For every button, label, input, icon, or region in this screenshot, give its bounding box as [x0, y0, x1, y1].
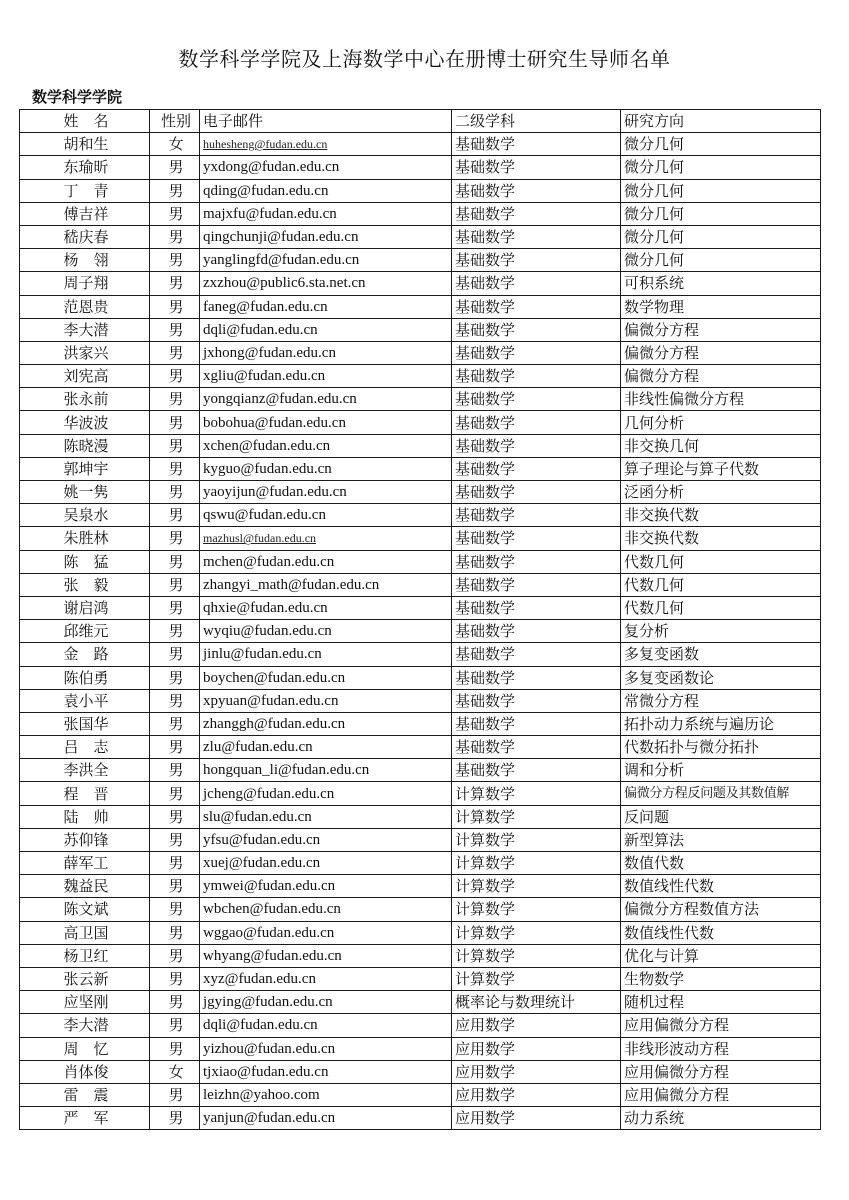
table-row	[20, 249, 821, 272]
cell-email: dqli@fudan.edu.cn	[200, 1014, 452, 1037]
cell-email: yizhou@fudan.edu.cn	[200, 1037, 452, 1060]
cell-subject: 应用数学	[452, 1107, 621, 1130]
table-row	[20, 1060, 821, 1083]
cell-direction: 非交换几何	[621, 434, 821, 457]
cell-name: 杨 翎	[20, 249, 150, 272]
table-row	[20, 573, 821, 596]
header-email: 电子邮件	[200, 110, 452, 133]
cell-direction: 常微分方程	[621, 689, 821, 712]
advisor-table	[19, 109, 821, 1130]
cell-direction: 随机过程	[621, 991, 821, 1014]
cell-subject: 计算数学	[452, 898, 621, 921]
cell-gender: 男	[150, 782, 200, 805]
cell-name: 陈 猛	[20, 550, 150, 573]
cell-subject: 基础数学	[452, 712, 621, 735]
cell-subject: 基础数学	[452, 666, 621, 689]
cell-email: jxhong@fudan.edu.cn	[200, 341, 452, 364]
cell-direction: 数值线性代数	[621, 875, 821, 898]
cell-subject: 基础数学	[452, 481, 621, 504]
cell-gender: 男	[150, 481, 200, 504]
cell-direction: 代数几何	[621, 573, 821, 596]
cell-name: 傅吉祥	[20, 202, 150, 225]
cell-email[interactable]: huhesheng@fudan.edu.cn	[200, 133, 452, 156]
cell-gender: 男	[150, 272, 200, 295]
cell-email: jcheng@fudan.edu.cn	[200, 782, 452, 805]
cell-subject: 计算数学	[452, 967, 621, 990]
cell-email: yxdong@fudan.edu.cn	[200, 156, 452, 179]
cell-gender: 男	[150, 388, 200, 411]
table-body	[20, 133, 821, 1130]
cell-subject: 基础数学	[452, 643, 621, 666]
cell-gender: 男	[150, 1037, 200, 1060]
cell-direction: 非交换代数	[621, 527, 821, 550]
cell-direction: 应用偏微分方程	[621, 1083, 821, 1106]
table-row	[20, 388, 821, 411]
cell-name: 陆 帅	[20, 805, 150, 828]
cell-name: 张云新	[20, 967, 150, 990]
cell-direction: 新型算法	[621, 828, 821, 851]
cell-direction: 代数几何	[621, 550, 821, 573]
cell-direction: 几何分析	[621, 411, 821, 434]
cell-subject: 基础数学	[452, 759, 621, 782]
cell-direction: 代数拓扑与微分拓扑	[621, 736, 821, 759]
cell-gender: 男	[150, 921, 200, 944]
cell-subject: 计算数学	[452, 805, 621, 828]
table-row	[20, 596, 821, 619]
cell-gender: 男	[150, 156, 200, 179]
cell-gender: 男	[150, 457, 200, 480]
cell-subject: 基础数学	[452, 573, 621, 596]
cell-name: 东瑜昕	[20, 156, 150, 179]
cell-name: 严 军	[20, 1107, 150, 1130]
table-row	[20, 341, 821, 364]
cell-name: 丁 青	[20, 179, 150, 202]
table-row	[20, 852, 821, 875]
table-row	[20, 481, 821, 504]
cell-direction: 偏微分方程	[621, 318, 821, 341]
header-direction: 研究方向	[621, 110, 821, 133]
cell-gender: 男	[150, 643, 200, 666]
cell-gender: 男	[150, 898, 200, 921]
table-row	[20, 875, 821, 898]
table-header-row	[20, 110, 821, 133]
document-title: 数学科学学院及上海数学中心在册博士研究生导师名单	[178, 47, 671, 71]
cell-name: 吕 志	[20, 736, 150, 759]
cell-subject: 应用数学	[452, 1060, 621, 1083]
cell-name: 郭坤宇	[20, 457, 150, 480]
cell-gender: 男	[150, 759, 200, 782]
cell-direction: 微分几何	[621, 156, 821, 179]
cell-direction: 调和分析	[621, 759, 821, 782]
cell-direction: 应用偏微分方程	[621, 1060, 821, 1083]
cell-name: 魏益民	[20, 875, 150, 898]
cell-subject: 计算数学	[452, 944, 621, 967]
cell-email: yanglingfd@fudan.edu.cn	[200, 249, 452, 272]
table-row	[20, 689, 821, 712]
cell-name: 李大潜	[20, 318, 150, 341]
cell-direction: 代数几何	[621, 596, 821, 619]
cell-name: 陈晓漫	[20, 434, 150, 457]
cell-subject: 基础数学	[452, 457, 621, 480]
table-row	[20, 620, 821, 643]
cell-subject: 基础数学	[452, 596, 621, 619]
cell-subject: 基础数学	[452, 341, 621, 364]
cell-gender: 男	[150, 318, 200, 341]
cell-subject: 计算数学	[452, 852, 621, 875]
cell-email: whyang@fudan.edu.cn	[200, 944, 452, 967]
cell-email: xgliu@fudan.edu.cn	[200, 365, 452, 388]
cell-direction: 数值代数	[621, 852, 821, 875]
cell-name: 华波波	[20, 411, 150, 434]
cell-name: 嵇庆春	[20, 225, 150, 248]
cell-gender: 女	[150, 1060, 200, 1083]
cell-name: 李洪全	[20, 759, 150, 782]
cell-direction: 数学物理	[621, 295, 821, 318]
cell-email: tjxiao@fudan.edu.cn	[200, 1060, 452, 1083]
cell-gender: 男	[150, 504, 200, 527]
cell-email: xpyuan@fudan.edu.cn	[200, 689, 452, 712]
cell-email: slu@fudan.edu.cn	[200, 805, 452, 828]
cell-name: 高卫国	[20, 921, 150, 944]
cell-subject: 应用数学	[452, 1014, 621, 1037]
cell-gender: 男	[150, 596, 200, 619]
cell-direction: 偏微分方程数值方法	[621, 898, 821, 921]
table-row	[20, 179, 821, 202]
cell-gender: 男	[150, 1014, 200, 1037]
cell-gender: 男	[150, 620, 200, 643]
cell-email: faneg@fudan.edu.cn	[200, 295, 452, 318]
cell-direction: 优化与计算	[621, 944, 821, 967]
cell-email: jgying@fudan.edu.cn	[200, 991, 452, 1014]
cell-gender: 男	[150, 434, 200, 457]
cell-subject: 应用数学	[452, 1083, 621, 1106]
cell-gender: 男	[150, 341, 200, 364]
cell-name: 苏仰锋	[20, 828, 150, 851]
cell-email: wggao@fudan.edu.cn	[200, 921, 452, 944]
cell-email: xchen@fudan.edu.cn	[200, 434, 452, 457]
cell-subject: 基础数学	[452, 179, 621, 202]
cell-name: 陈伯勇	[20, 666, 150, 689]
cell-email: kyguo@fudan.edu.cn	[200, 457, 452, 480]
cell-gender: 男	[150, 852, 200, 875]
table-row	[20, 550, 821, 573]
cell-email: qswu@fudan.edu.cn	[200, 504, 452, 527]
cell-gender: 男	[150, 689, 200, 712]
table-row	[20, 944, 821, 967]
cell-gender: 男	[150, 1107, 200, 1130]
table-row	[20, 411, 821, 434]
cell-subject: 基础数学	[452, 318, 621, 341]
cell-direction: 拓扑动力系统与遍历论	[621, 712, 821, 735]
cell-subject: 基础数学	[452, 689, 621, 712]
cell-name: 陈文斌	[20, 898, 150, 921]
cell-email: xuej@fudan.edu.cn	[200, 852, 452, 875]
cell-direction: 微分几何	[621, 202, 821, 225]
cell-subject: 基础数学	[452, 736, 621, 759]
cell-name: 姚一隽	[20, 481, 150, 504]
cell-direction: 偏微分方程反问题及其数值解	[621, 782, 821, 805]
cell-name: 雷 震	[20, 1083, 150, 1106]
cell-name: 周子翔	[20, 272, 150, 295]
cell-email: yongqianz@fudan.edu.cn	[200, 388, 452, 411]
table-row	[20, 202, 821, 225]
cell-subject: 概率论与数理统计	[452, 991, 621, 1014]
cell-gender: 男	[150, 550, 200, 573]
cell-email[interactable]: mazhusl@fudan.edu.cn	[200, 527, 452, 550]
table-row	[20, 295, 821, 318]
cell-email: leizhn@yahoo.com	[200, 1083, 452, 1106]
table-row	[20, 318, 821, 341]
cell-name: 袁小平	[20, 689, 150, 712]
cell-name: 胡和生	[20, 133, 150, 156]
table-row	[20, 991, 821, 1014]
cell-email: zhanggh@fudan.edu.cn	[200, 712, 452, 735]
cell-name: 杨卫红	[20, 944, 150, 967]
cell-direction: 应用偏微分方程	[621, 1014, 821, 1037]
cell-direction: 非交换代数	[621, 504, 821, 527]
cell-name: 吴泉水	[20, 504, 150, 527]
cell-name: 应坚刚	[20, 991, 150, 1014]
cell-direction: 偏微分方程	[621, 365, 821, 388]
cell-gender: 男	[150, 967, 200, 990]
cell-email: qhxie@fudan.edu.cn	[200, 596, 452, 619]
cell-gender: 男	[150, 944, 200, 967]
cell-gender: 男	[150, 249, 200, 272]
cell-direction: 偏微分方程	[621, 341, 821, 364]
table-row	[20, 967, 821, 990]
cell-email: qding@fudan.edu.cn	[200, 179, 452, 202]
cell-subject: 基础数学	[452, 249, 621, 272]
cell-subject: 基础数学	[452, 550, 621, 573]
cell-name: 张永前	[20, 388, 150, 411]
cell-email: mchen@fudan.edu.cn	[200, 550, 452, 573]
cell-name: 张国华	[20, 712, 150, 735]
cell-email: bobohua@fudan.edu.cn	[200, 411, 452, 434]
cell-direction: 动力系统	[621, 1107, 821, 1130]
cell-email: yanjun@fudan.edu.cn	[200, 1107, 452, 1130]
table-row	[20, 736, 821, 759]
table-row	[20, 1014, 821, 1037]
cell-gender: 男	[150, 365, 200, 388]
cell-email: wbchen@fudan.edu.cn	[200, 898, 452, 921]
cell-gender: 男	[150, 527, 200, 550]
cell-name: 谢启鸿	[20, 596, 150, 619]
cell-subject: 计算数学	[452, 828, 621, 851]
cell-direction: 可积系统	[621, 272, 821, 295]
cell-gender: 男	[150, 736, 200, 759]
table-row	[20, 365, 821, 388]
cell-email: ymwei@fudan.edu.cn	[200, 875, 452, 898]
cell-name: 李大潜	[20, 1014, 150, 1037]
cell-direction: 微分几何	[621, 249, 821, 272]
header-subject: 二级学科	[452, 110, 621, 133]
cell-subject: 基础数学	[452, 295, 621, 318]
cell-email: yfsu@fudan.edu.cn	[200, 828, 452, 851]
table-row	[20, 225, 821, 248]
cell-subject: 基础数学	[452, 225, 621, 248]
header-gender: 性别	[150, 110, 200, 133]
table-row	[20, 1083, 821, 1106]
cell-gender: 男	[150, 805, 200, 828]
cell-name: 张 毅	[20, 573, 150, 596]
cell-subject: 计算数学	[452, 875, 621, 898]
cell-subject: 计算数学	[452, 921, 621, 944]
cell-subject: 基础数学	[452, 202, 621, 225]
cell-name: 肖体俊	[20, 1060, 150, 1083]
table-row	[20, 527, 821, 550]
section-heading: 数学科学学院	[32, 88, 123, 106]
cell-gender: 男	[150, 666, 200, 689]
cell-subject: 基础数学	[452, 272, 621, 295]
cell-direction: 数值线性代数	[621, 921, 821, 944]
cell-email: wyqiu@fudan.edu.cn	[200, 620, 452, 643]
cell-gender: 男	[150, 991, 200, 1014]
cell-name: 薛军工	[20, 852, 150, 875]
table-row	[20, 712, 821, 735]
cell-name: 范恩贵	[20, 295, 150, 318]
cell-gender: 男	[150, 875, 200, 898]
cell-direction: 微分几何	[621, 133, 821, 156]
table-row	[20, 666, 821, 689]
table-row	[20, 457, 821, 480]
cell-email: majxfu@fudan.edu.cn	[200, 202, 452, 225]
cell-gender: 男	[150, 573, 200, 596]
table-row	[20, 759, 821, 782]
cell-gender: 男	[150, 225, 200, 248]
cell-subject: 基础数学	[452, 411, 621, 434]
cell-email: zlu@fudan.edu.cn	[200, 736, 452, 759]
table-row	[20, 156, 821, 179]
cell-email: dqli@fudan.edu.cn	[200, 318, 452, 341]
cell-email: xyz@fudan.edu.cn	[200, 967, 452, 990]
table-row	[20, 828, 821, 851]
cell-name: 周 忆	[20, 1037, 150, 1060]
header-name: 姓 名	[20, 110, 150, 133]
cell-subject: 基础数学	[452, 365, 621, 388]
cell-direction: 多复变函数	[621, 643, 821, 666]
table-row	[20, 434, 821, 457]
cell-email: zhangyi_math@fudan.edu.cn	[200, 573, 452, 596]
cell-direction: 泛函分析	[621, 481, 821, 504]
cell-direction: 反问题	[621, 805, 821, 828]
table-row	[20, 504, 821, 527]
cell-email: boychen@fudan.edu.cn	[200, 666, 452, 689]
table-row	[20, 133, 821, 156]
cell-direction: 非线形波动方程	[621, 1037, 821, 1060]
cell-subject: 基础数学	[452, 620, 621, 643]
cell-direction: 算子理论与算子代数	[621, 457, 821, 480]
cell-email: zxzhou@public6.sta.net.cn	[200, 272, 452, 295]
cell-subject: 基础数学	[452, 388, 621, 411]
cell-name: 金 路	[20, 643, 150, 666]
table-row	[20, 898, 821, 921]
table-row	[20, 921, 821, 944]
table-row	[20, 272, 821, 295]
cell-subject: 基础数学	[452, 133, 621, 156]
cell-direction: 微分几何	[621, 179, 821, 202]
cell-name: 程 晋	[20, 782, 150, 805]
cell-direction: 微分几何	[621, 225, 821, 248]
cell-gender: 男	[150, 202, 200, 225]
cell-subject: 计算数学	[452, 782, 621, 805]
cell-direction: 生物数学	[621, 967, 821, 990]
cell-gender: 男	[150, 712, 200, 735]
cell-email: yaoyijun@fudan.edu.cn	[200, 481, 452, 504]
cell-subject: 基础数学	[452, 527, 621, 550]
cell-gender: 男	[150, 828, 200, 851]
cell-direction: 复分析	[621, 620, 821, 643]
cell-subject: 基础数学	[452, 504, 621, 527]
cell-subject: 应用数学	[452, 1037, 621, 1060]
cell-gender: 男	[150, 1083, 200, 1106]
cell-gender: 女	[150, 133, 200, 156]
cell-subject: 基础数学	[452, 156, 621, 179]
table-row	[20, 805, 821, 828]
cell-gender: 男	[150, 411, 200, 434]
table-row	[20, 643, 821, 666]
cell-subject: 基础数学	[452, 434, 621, 457]
cell-direction: 多复变函数论	[621, 666, 821, 689]
cell-name: 朱胜林	[20, 527, 150, 550]
cell-gender: 男	[150, 295, 200, 318]
table-row	[20, 782, 821, 805]
cell-email: qingchunji@fudan.edu.cn	[200, 225, 452, 248]
cell-name: 刘宪高	[20, 365, 150, 388]
table-row	[20, 1107, 821, 1130]
cell-direction: 非线性偏微分方程	[621, 388, 821, 411]
cell-email: jinlu@fudan.edu.cn	[200, 643, 452, 666]
cell-gender: 男	[150, 179, 200, 202]
table-row	[20, 1037, 821, 1060]
cell-email: hongquan_li@fudan.edu.cn	[200, 759, 452, 782]
cell-name: 洪家兴	[20, 341, 150, 364]
cell-name: 邱维元	[20, 620, 150, 643]
